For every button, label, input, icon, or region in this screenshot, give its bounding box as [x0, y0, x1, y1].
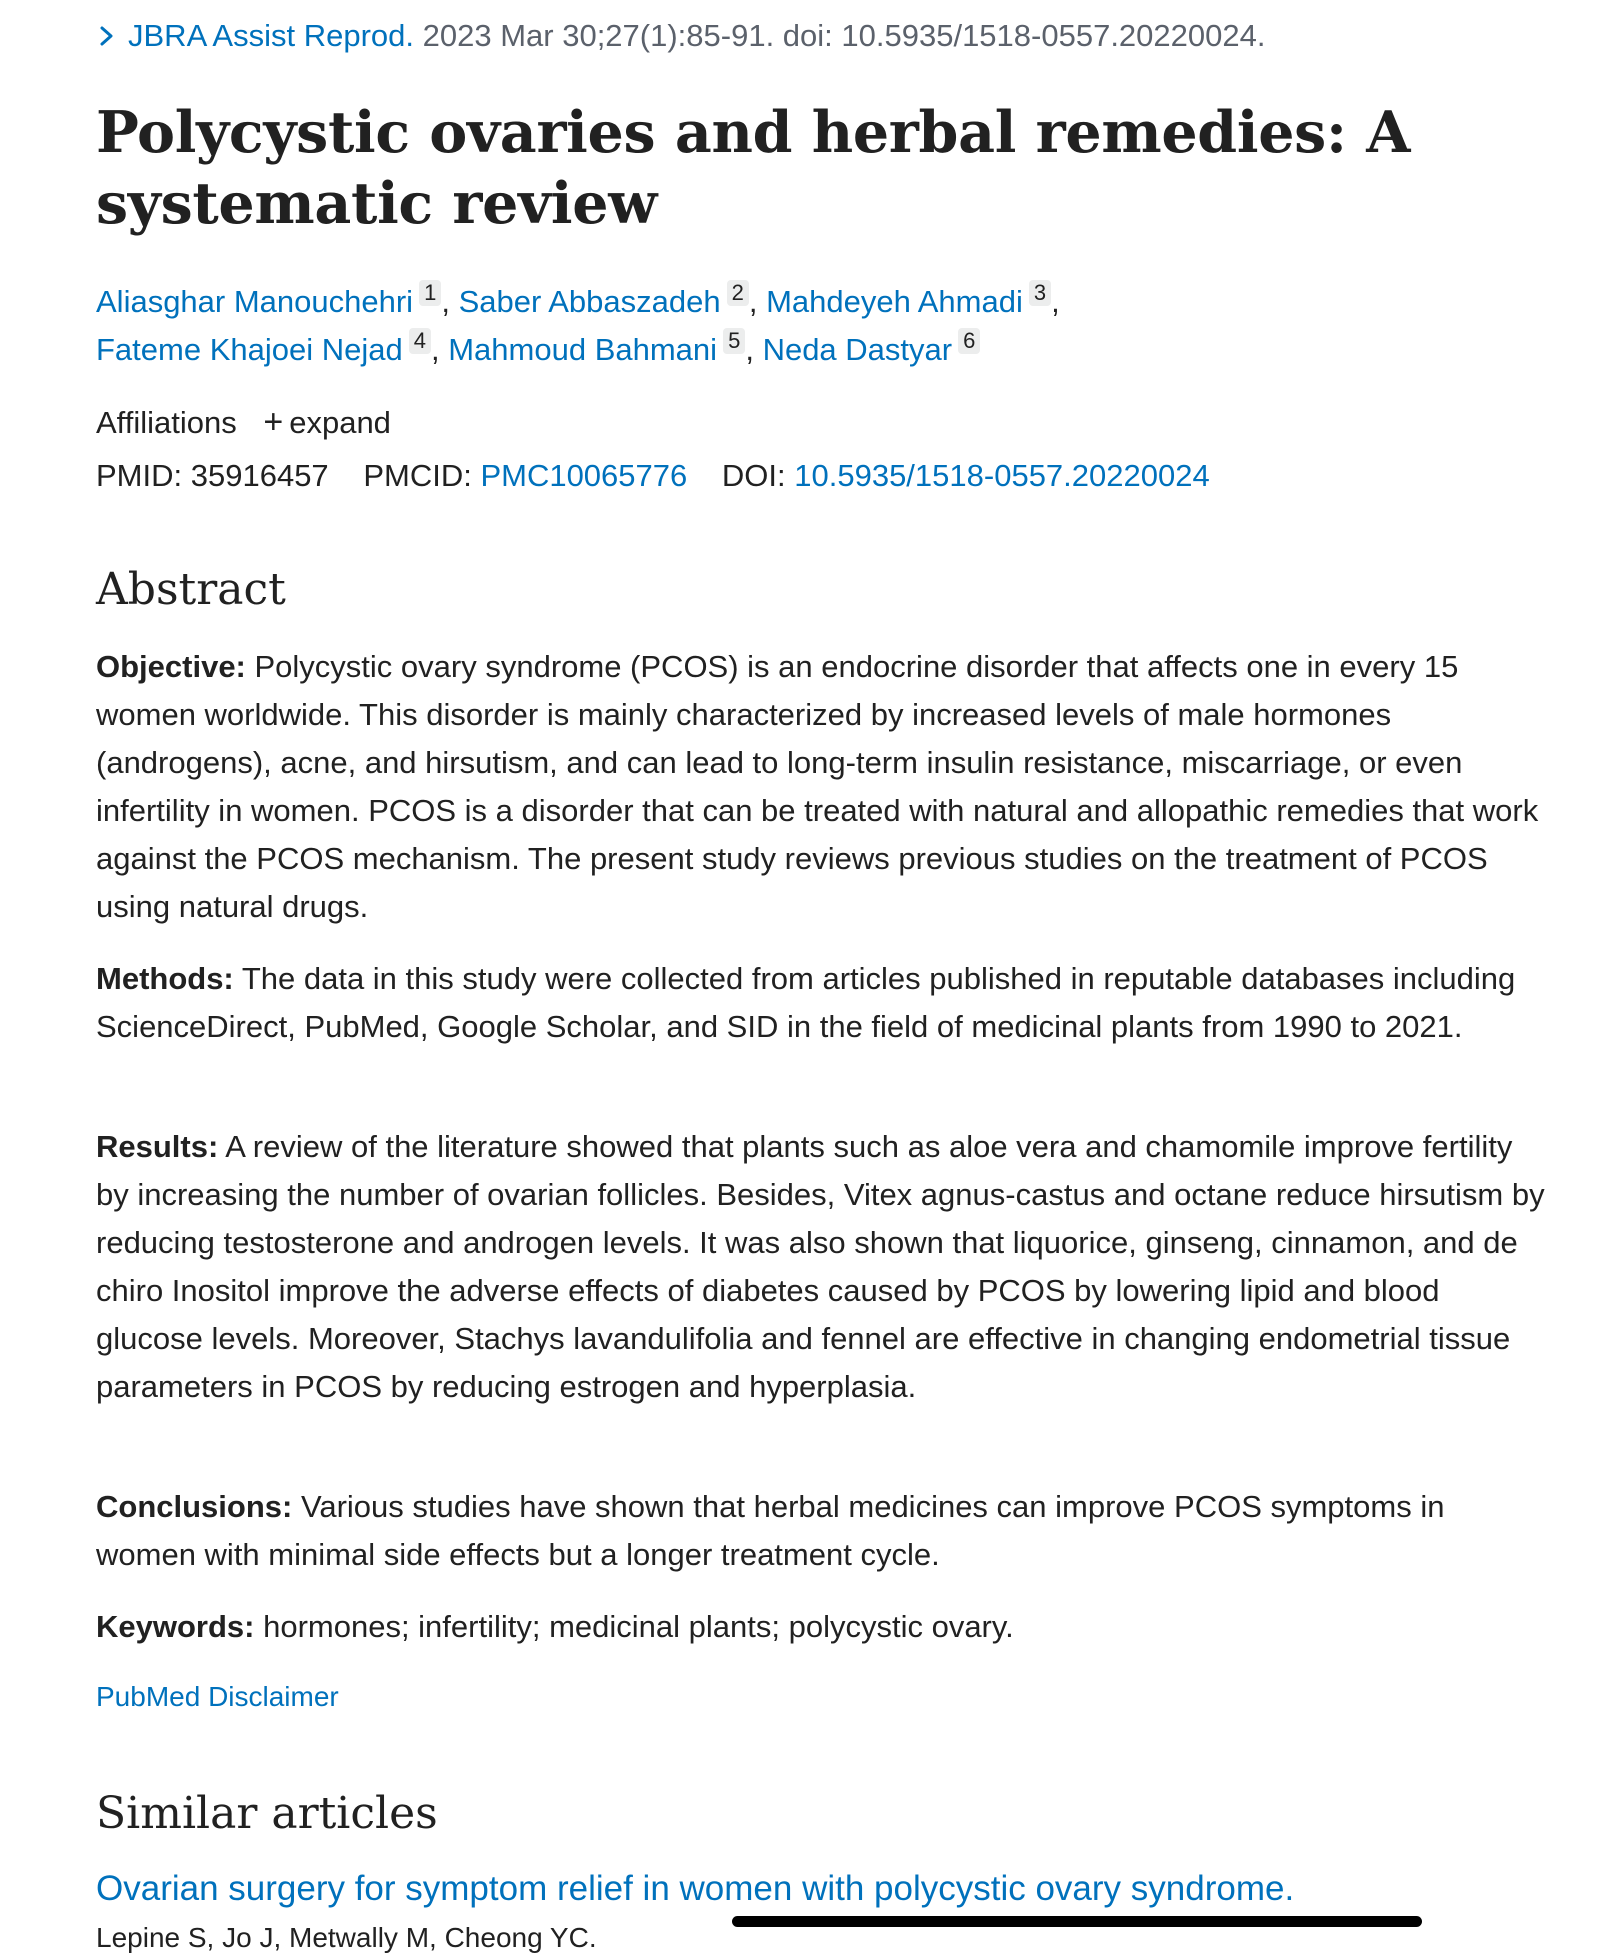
affiliation-number[interactable]: 2 — [727, 280, 749, 306]
abstract-keywords — [96, 1603, 1548, 1651]
pmcid-group — [363, 458, 696, 493]
doi-label: DOI: — [721, 458, 786, 493]
abstract-results — [96, 1123, 1548, 1411]
conclusions-label: Conclusions: — [96, 1489, 293, 1524]
keywords-text: hormones; infertility; medicinal plants; polycystic ovary. — [254, 1609, 1014, 1644]
pubmed-disclaimer-link[interactable]: PubMed Disclaimer — [96, 1681, 339, 1712]
author-separator: , — [430, 332, 440, 367]
author-separator: , — [748, 284, 758, 319]
affiliation-number[interactable]: 6 — [958, 328, 980, 354]
author-separator: , — [441, 284, 450, 319]
methods-label: Methods: — [96, 961, 234, 996]
authors-list — [96, 278, 1546, 374]
pmid-value: 35916457 — [190, 458, 329, 493]
keywords-label: Keywords: — [96, 1609, 255, 1644]
affiliations-label: Affiliations — [96, 405, 237, 440]
author-link[interactable]: Neda Dastyar — [762, 332, 953, 367]
journal-name: JBRA Assist Reprod. — [128, 18, 415, 53]
affiliation-number[interactable]: 4 — [409, 328, 431, 354]
methods-text: The data in this study were collected from articles published in reputable databases including ScienceDirect, PubMed, Google Scholar, and SID in the field of medicinal plants from 1990 to 2021. — [96, 961, 1516, 1044]
expand-affiliations-button[interactable] — [263, 405, 391, 440]
journal-citation: 2023 Mar 30;27(1):85-91. doi: 10.5935/1518-0557.20220024. — [422, 18, 1266, 53]
author-link[interactable]: Mahdeyeh Ahmadi — [766, 284, 1023, 319]
abstract-conclusions — [96, 1483, 1548, 1579]
author-separator: , — [1051, 284, 1060, 319]
article-title: Polycystic ovaries and herbal remedies: A systematic review — [96, 99, 1411, 237]
identifiers-row — [96, 454, 1236, 498]
plus-icon: + — [263, 403, 284, 441]
abstract-objective — [96, 643, 1548, 931]
pmid-group — [96, 458, 337, 493]
affiliations-row — [96, 400, 391, 445]
abstract-methods — [96, 955, 1548, 1051]
objective-text: Polycystic ovary syndrome (PCOS) is an endocrine disorder that affects one in every 15 women worldwide. This disorder is mainly characterized by increased levels of male hormones (androgens), acne, and hirsutism, and can lead to long-term insulin resistance, miscarriage, or even infertility in women. PCOS is a disorder that can be treated with natural and allopathic remedies that work against the PCOS mechanism. The present study reviews previous studies on the treatment of PCOS using natural drugs. — [96, 649, 1539, 924]
affiliation-number[interactable]: 5 — [723, 328, 745, 354]
doi-link[interactable]: 10.5935/1518-0557.20220024 — [794, 458, 1210, 493]
abstract-heading: Abstract — [96, 564, 286, 615]
pmid-label: PMID: — [96, 458, 183, 493]
doi-group — [722, 458, 1210, 493]
journal-citation-line — [96, 14, 1265, 58]
similar-article-authors: Lepine S, Jo J, Metwally M, Cheong YC. — [96, 1922, 597, 1953]
similar-articles-heading: Similar articles — [96, 1788, 438, 1839]
pmcid-link[interactable]: PMC10065776 — [480, 458, 688, 493]
similar-article-link[interactable]: Ovarian surgery for symptom relief in women with polycystic ovary syndrome. — [96, 1869, 1295, 1908]
objective-label: Objective: — [96, 649, 246, 684]
pmcid-label: PMCID: — [363, 458, 472, 493]
affiliation-number[interactable]: 1 — [419, 280, 441, 306]
expand-label: expand — [289, 405, 391, 440]
conclusions-text: Various studies have shown that herbal medicines can improve PCOS symptoms in women with minimal side effects but a longer treatment cycle. — [96, 1489, 1445, 1572]
author-separator: , — [745, 332, 754, 367]
author-link[interactable]: Fateme Khajoei Nejad — [96, 332, 403, 367]
author-link[interactable]: Saber Abbaszadeh — [458, 284, 721, 319]
home-indicator-bar[interactable] — [732, 1916, 1422, 1927]
results-text: A review of the literature showed that plants such as aloe vera and chamomile improve fertility by increasing the number of ovarian follicles. Besides, Vitex agnus-castus and octane reduce hirsutism by reducing testosterone and androgen levels. It was also shown that liquorice, ginseng, cinnamon, and de chiro Inositol improve the adverse effects of diabetes caused by PCOS by lowering lipid and blood glucose levels. Moreover, Stachys lavandulifolia and fennel are effective in changing endometrial tissue parameters in PCOS by reducing estrogen and hyperplasia. — [96, 1129, 1545, 1404]
author-link[interactable]: Aliasghar Manouchehri — [96, 284, 414, 319]
affiliation-number[interactable]: 3 — [1029, 280, 1051, 306]
chevron-right-icon — [96, 25, 118, 47]
author-link[interactable]: Mahmoud Bahmani — [448, 332, 718, 367]
journal-link[interactable] — [96, 18, 423, 53]
results-label: Results: — [96, 1129, 219, 1164]
